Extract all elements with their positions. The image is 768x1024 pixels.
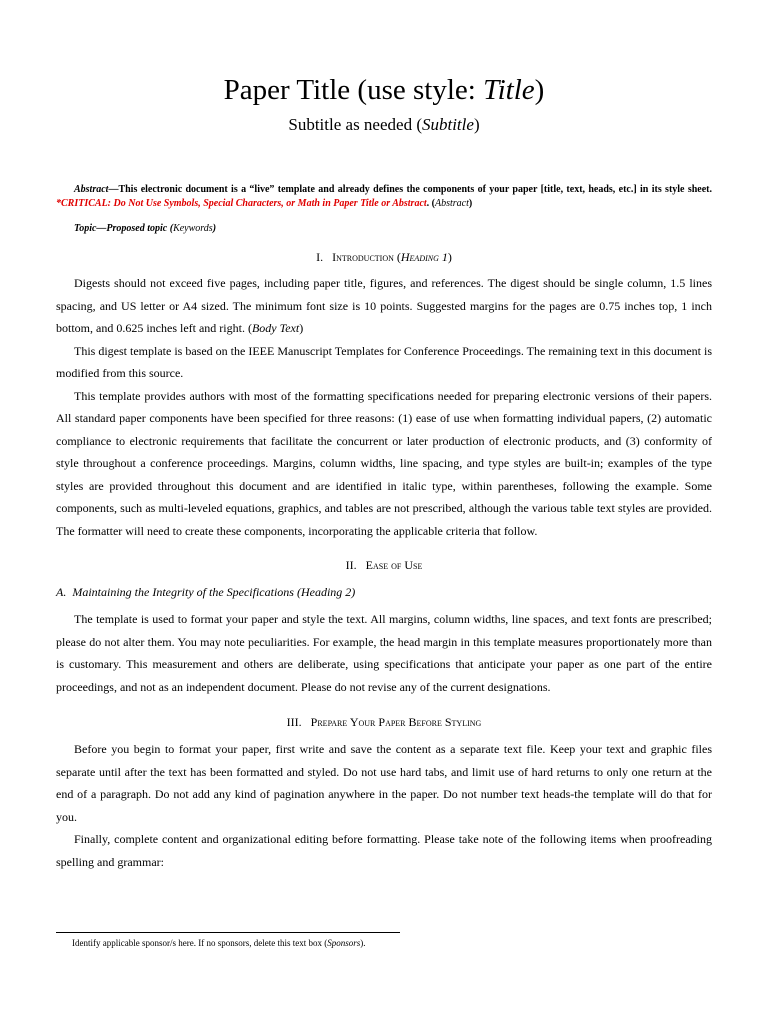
subheading-text: Maintaining the Integrity of the Specifications (Heading 2)	[72, 585, 356, 599]
paragraph: This digest template is based on the IEEE Manuscript Templates for Conference Proceedings. The remaining text in this document is modified from this source.	[56, 343, 712, 380]
subheading-integrity	[56, 584, 355, 600]
section-introduction-body	[56, 272, 712, 542]
abstract-lead: Abstract	[74, 184, 109, 195]
paragraph: Before you begin to format your paper, first write and save the content as a separate text file. Keep your text and graphic files separate until after the text has been formatted and styled. Do not use hard tabs, and limit use of hard returns to only one return at the end of a paragraph. Do not add any kind of pagination anywhere in the paper. Do not number text heads-the template will do that for you.	[56, 742, 712, 824]
subheading-letter: A.	[56, 585, 67, 599]
abstract-critical-note: *CRITICAL: Do Not Use Symbols, Special Characters, or Math in Paper Title or Abstract	[56, 198, 427, 209]
heading-text: Prepare Your Paper Before Styling	[310, 715, 482, 729]
subtitle-close: )	[473, 115, 480, 134]
subtitle-style-tag: Subtitle	[421, 115, 474, 134]
keywords-close: )	[212, 223, 217, 234]
body-style-close: )	[299, 321, 304, 335]
abstract-text: —This electronic document is a “live” template and already defines the components of your paper [title, text, heads, etc.] in its style sheet.	[108, 184, 712, 195]
paragraph: This template provides authors with most of the formatting specifications needed for preparing electronic versions of their papers. All standard paper components have been specified for three reasons: (1) ease of use when formatting individual papers, (2) automatic compliance to electronic requirements that facilitate the concurrent or later production of electronic products, and (3) conformity of style throughout a conference proceedings. Margins, column widths, line spacing, and type styles are built-in; examples of the type styles are provided throughout this document and are identified in italic type, within parentheses, following the example. Some components, such as multi-leveled equations, graphics, and tables are not prescribed, although the various table text styles are provided. The formatter will need to create these components, incorporating the applicable criteria that follow.	[56, 388, 712, 538]
heading-close: )	[447, 250, 452, 264]
paper-subtitle	[0, 113, 768, 137]
paragraph: The template is used to format your paper and style the text. All margins, column widths, line spaces, and text fonts are prescribed; please do not alter them. You may note peculiarities. For example, the head margin in this template measures proportionately more than is customary. This measurement and others are deliberate, using specifications that anticipate your paper as one part of the entire proceedings, and not as an independent document. Please do not revise any of the current designations.	[56, 612, 712, 694]
footnote-sponsors	[72, 937, 365, 949]
heading-introduction	[0, 249, 768, 265]
keywords	[74, 222, 216, 236]
footnote-style-tag: Sponsors	[327, 938, 361, 948]
footnote-close: ).	[360, 938, 366, 948]
heading-text: Introduction (	[332, 250, 401, 264]
title-close: )	[534, 74, 545, 106]
heading-numeral: I.	[316, 250, 324, 264]
abstract-style-tag: Abstract	[435, 198, 469, 209]
section-prepare-paper-body	[56, 738, 712, 873]
abstract	[56, 183, 712, 211]
paper-title	[0, 70, 768, 110]
heading-text: Ease of Use	[365, 558, 423, 572]
paragraph	[56, 272, 712, 340]
subtitle-text: Subtitle as needed (	[288, 115, 422, 134]
body-style-tag: Body Text	[251, 321, 300, 335]
heading-numeral: II.	[345, 558, 357, 572]
heading-style-tag: Heading 1	[400, 250, 448, 264]
footnote-separator	[56, 932, 400, 933]
keywords-style-tag: Keywords	[173, 223, 213, 234]
abstract-period: . (	[426, 198, 436, 209]
abstract-close: )	[468, 198, 473, 209]
paragraph: Finally, complete content and organizational editing before formatting. Please take note of the following items when proofreading spelling and grammar:	[56, 832, 712, 869]
title-text: Paper Title (use style:	[223, 74, 484, 106]
title-style-tag: Title	[483, 74, 535, 106]
heading-numeral: III.	[286, 715, 302, 729]
heading-ease-of-use	[0, 557, 768, 573]
footnote-text: Identify applicable sponsor/s here. If no sponsors, delete this text box (	[72, 938, 328, 948]
keywords-text: Topic—Proposed topic (	[74, 223, 174, 234]
section-ease-of-use-body	[56, 608, 712, 698]
paragraph-text: Digests should not exceed five pages, including paper title, figures, and references. The digest should be single column, 1.5 lines spacing, and US letter or A4 sized. The minimum font size is 10 points. Suggested margins for the pages are 0.75 inches top, 1 inch bottom, and 0.625 inches left and right. (	[56, 276, 712, 335]
heading-prepare-paper	[0, 714, 768, 730]
